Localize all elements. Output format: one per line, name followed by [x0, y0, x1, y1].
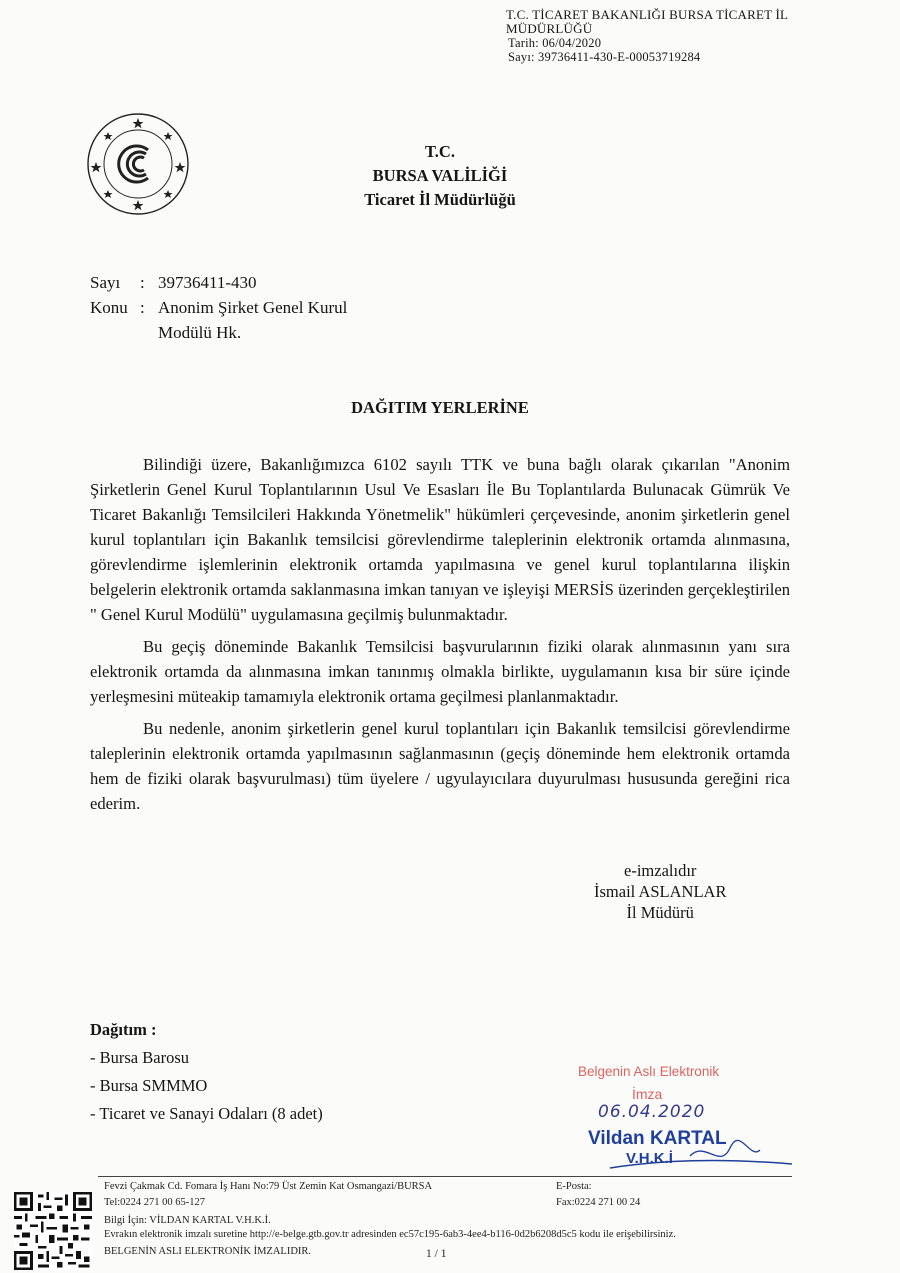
list-item: - Bursa SMMMO [90, 1076, 208, 1095]
document-title [240, 140, 640, 212]
sayi-value: 39736411-430 [158, 273, 257, 292]
konu-label: Konu [90, 298, 128, 317]
stamp-line-2: İmza [632, 1086, 663, 1102]
sayi-label: Sayı [90, 273, 121, 292]
stamp-line-1: Belgenin Aslı Elektronik [578, 1064, 720, 1079]
header-institution: T.C. TİCARET BAKANLIĞI BURSA TİCARET İL [506, 7, 789, 22]
header-date: Tarih: 06/04/2020 [508, 36, 602, 50]
signature-name: İsmail ASLANLAR [594, 882, 727, 901]
list-item: - Ticaret ve Sanayi Odaları (8 adet) [90, 1104, 323, 1123]
title-directorate: Ticaret İl Müdürlüğü [364, 190, 516, 209]
list-item: - Bursa Barosu [90, 1048, 189, 1067]
title-governorship: BURSA VALİLİĞİ [372, 166, 508, 185]
page-number: 1 / 1 [426, 1248, 447, 1260]
colon: : [140, 273, 145, 292]
signature-eimza: e-imzalıdır [624, 861, 697, 880]
stamp-name: Vildan KARTAL [588, 1128, 727, 1149]
footer-note: BELGENİN ASLI ELEKTRONİK İMZALIDIR. [104, 1246, 312, 1257]
footer-verify-link-text: Evrakın elektronik imzalı suretine http://e-belge.gtb.gov.tr adresinden ec57c195-6ab3-4ee4-b116-0d2b6208d5c5 kodu ile erişebilirsiniz. [104, 1229, 676, 1240]
body-paragraph-3: Bu nedenle, anonim şirketlerin genel kurul toplantıları için Bakanlık temsilcisi görevlendirme taleplerinin elektronik ortamda yapılmasının sağlanmasının (geçiş döneminde hem elektronik ortamda hem de fiziki olarak başvurulması) tüm üyelere / ugyulayıcılara duyurulması hususunda gereğini rica ederim. [90, 719, 790, 813]
footer-eposta-label: E-Posta: [556, 1181, 592, 1192]
footer-divider [98, 1176, 792, 1177]
certification-stamp [570, 1060, 810, 1180]
body-paragraph-2: Bu geçiş döneminde Bakanlık Temsilcisi başvurularının fiziki olarak alınmasının yanı sıra elektronik ortamda da alınmasına imkan tanınmış olmakla birlikte, uygulamanın kısa bir süre içinde yerleşmesini müteakip tamamıyla elektronik ortama geçilmesi planlanmaktadır. [90, 637, 790, 706]
footer-info: Bilgi İçin: VİLDAN KARTAL V.H.K.İ. [104, 1215, 271, 1226]
distribution-list [90, 1016, 323, 1128]
signature-block [594, 860, 726, 923]
konu-value: Anonim Şirket Genel Kurul [158, 298, 348, 317]
distribution-heading: DAĞITIM YERLERİNE [351, 398, 529, 417]
body-paragraph-1: Bilindiği üzere, Bakanlığımızca 6102 sayılı TTK ve buna bağlı olarak çıkarılan "Anonim Şirketlerin Genel Kurul Toplantılarının Usul Ve Esasları İle Bu Toplantılarda Bulunacak Gümrük Ve Ticaret Bakanlığı Temsilcileri Hakkında Yönetmelik" hükümleri çerçevesinde, anonim şirketlerin genel kurul toplantıları için Bakanlık temsilcisi görevlendirme taleplerinin elektronik ortamda alınmasına, görevlendirme işlemlerinin elektronik ortamda yapılmasına ve genel kurul toplantılarına ilişkin belgelerin elektronik ortamda saklanmasına imkan tanıyan ve işleyişi MERSİS üzerinden gerçekleştirilen " Genel Kurul Modülü" uygulamasına geçilmiş bulunmaktadır. [90, 455, 790, 624]
ministry-seal-logo [86, 112, 190, 216]
colon: : [140, 298, 145, 317]
header-institution-cont: MÜDÜRLÜĞÜ [506, 21, 593, 36]
document-meta [90, 270, 458, 345]
handwritten-signature-icon [570, 1060, 810, 1180]
stamp-date: 06.04.2020 [598, 1102, 706, 1122]
header-number: Sayı: 39736411-430-E-00053719284 [508, 50, 701, 64]
konu-value-cont: Modülü Hk. [158, 323, 242, 342]
signature-title: İl Müdürü [626, 903, 694, 922]
footer-tel: Tel:0224 271 00 65-127 [104, 1197, 206, 1208]
document-body [90, 452, 790, 823]
title-tc: T.C. [425, 142, 455, 161]
qr-code-icon [14, 1192, 92, 1270]
footer-fax: Fax:0224 271 00 24 [556, 1197, 641, 1208]
distribution-list-heading: Dağıtım : [90, 1020, 157, 1039]
stamp-title: V.H.K.İ [626, 1150, 673, 1167]
footer-address: Fevzi Çakmak Cd. Fomara İş Hanı No:79 Üst Zemin Kat Osmangazi/BURSA [104, 1181, 433, 1192]
document-header [506, 8, 866, 64]
